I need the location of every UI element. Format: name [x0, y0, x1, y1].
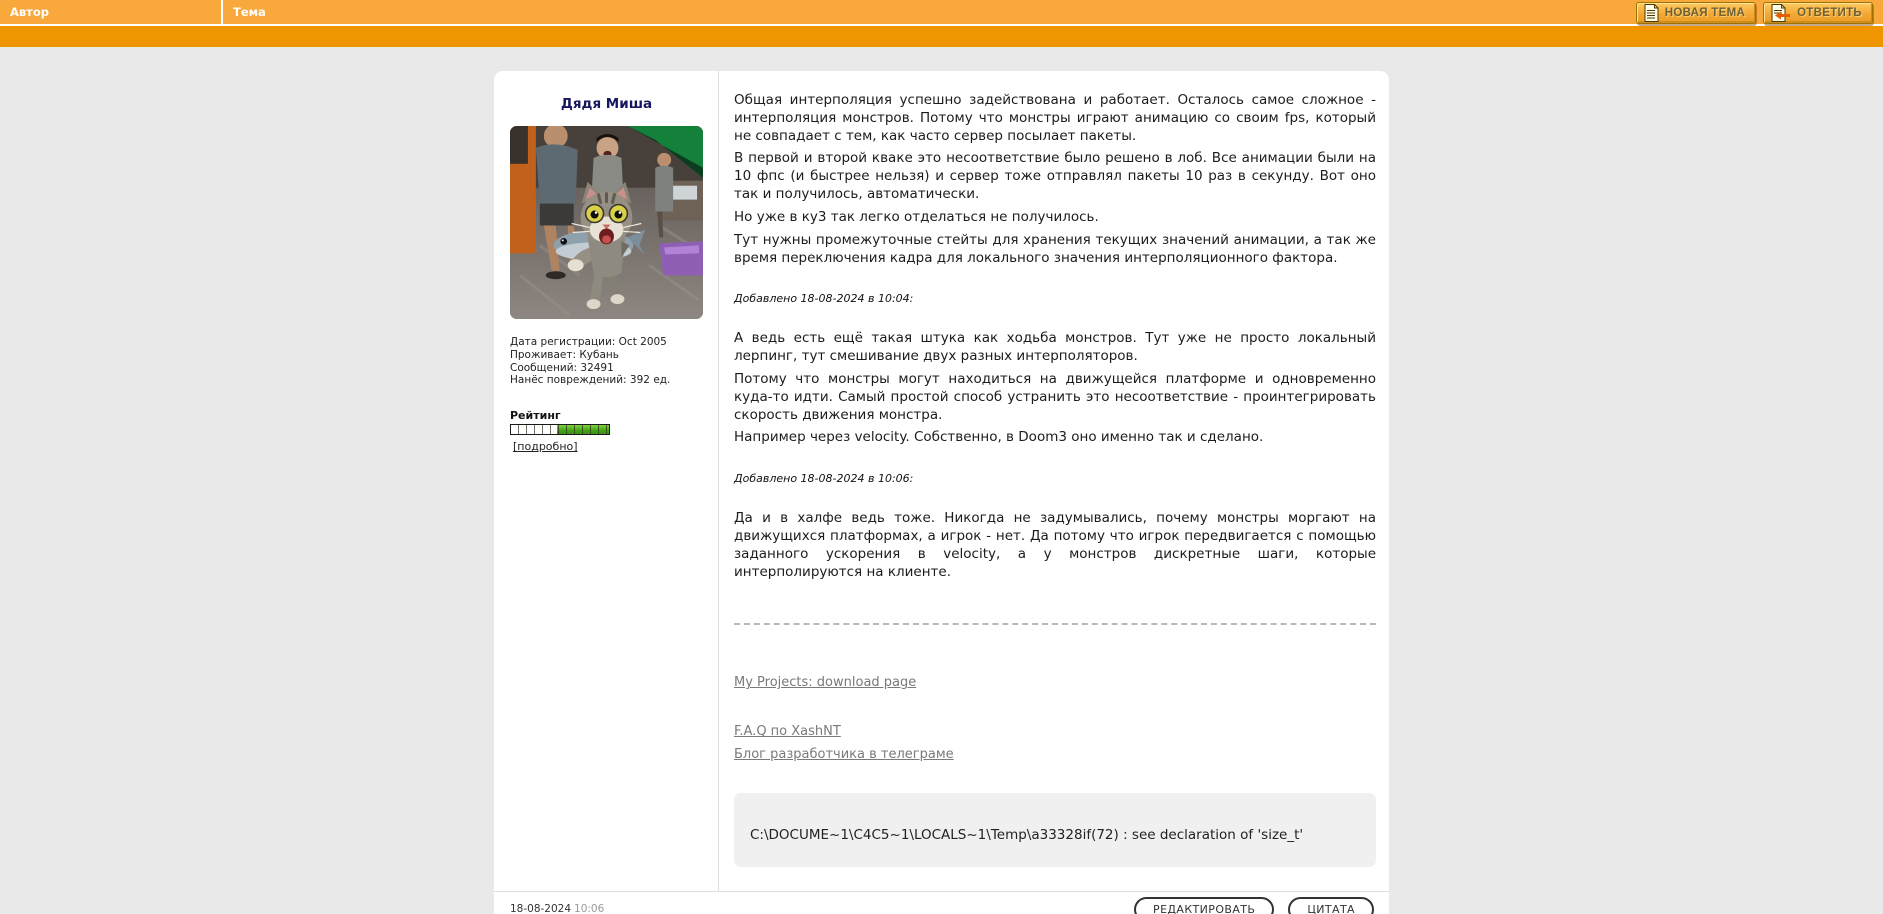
avatar-image [510, 126, 703, 319]
post-panel [494, 71, 1389, 914]
header-orange-strip [0, 26, 1883, 47]
new-topic-button[interactable] [1636, 2, 1756, 24]
post-paragraph: Потому что монстры могут находиться на движущейся платформе и одновременно куда-то идти. Самый простой способ устранить это несоответствие - проинтегрировать скорость движения монстра. [734, 370, 1376, 423]
header-col-author [0, 0, 223, 24]
username-link[interactable]: Дядя Миша [560, 96, 653, 112]
header-col-author-label: Автор [10, 5, 49, 19]
header-col-topic [223, 0, 1883, 24]
post-date: 18-08-2024 [510, 903, 572, 914]
forum-header [0, 0, 1883, 47]
user-detail-damage: Нанёс повреждений: 392 ед. [510, 374, 671, 387]
signature-link-faq[interactable]: F.A.Q по XashNT [734, 724, 841, 740]
document-icon [1644, 4, 1659, 22]
post-paragraph: А ведь есть ещё такая штука как ходьба монстров. Тут уже не просто локальный лерпинг, тут смешивание двух разных интерполяторов. [734, 330, 1376, 365]
post-paragraph: Например через velocity. Собственно, в Doom3 оно именно так и сделано. [734, 429, 1264, 446]
post-paragraph: Да и в халфе ведь тоже. Никогда не задумывались, почему монстры моргают на движущихся платформах, а игрок - нет. Да потому что игрок передвигается с помощью заданного ускорения в velocity, а у монстров дискретные шаги, которые интерполируются на клиенте. [734, 510, 1376, 580]
code-block [734, 793, 1376, 867]
code-text: C:\DOCUME~1\C4C5~1\LOCALS~1\Temp\a33328if(72) : see declaration of 'size_t' [750, 826, 1304, 843]
post-paragraph: Но уже в ку3 так легко отделаться не получилось. [734, 208, 1099, 225]
reply-button[interactable] [1763, 2, 1873, 24]
rating-bar [510, 424, 610, 435]
added-note: Добавлено 18-08-2024 в 10:06: [734, 472, 914, 486]
signature-link-projects[interactable]: My Projects: download page [734, 675, 917, 691]
post-footer [494, 891, 1389, 914]
user-detail-location: Проживает: Кубань [510, 348, 619, 361]
post-time: 10:06 [574, 903, 605, 914]
edit-button[interactable]: РЕДАКТИРОВАТЬ [1134, 897, 1274, 914]
post-paragraph: Тут нужны промежуточные стейты для хранения текущих значений анимации, а так же время переключения кадра для локального значения интерполяционного фактора. [734, 231, 1376, 266]
quote-button[interactable]: ЦИТАТА [1288, 897, 1374, 914]
rating-block [510, 409, 703, 454]
rating-details-link[interactable]: [подробно] [513, 440, 578, 454]
post-paragraph: Общая интерполяция успешно задействована и работает. Осталось самое сложное - интерполяция монстров. Потому что монстры играют анимацию со своим fps, который не совпадает с тем, как часто сервер посылает пакеты. [734, 92, 1376, 144]
post-content [719, 71, 1389, 891]
signature-link-blog[interactable]: Блог разработчика в телеграме [734, 747, 954, 763]
user-detail-registered: Дата регистрации: Oct 2005 [510, 336, 667, 348]
signature-divider [734, 623, 1376, 625]
added-note: Добавлено 18-08-2024 в 10:04: [734, 292, 914, 306]
new-topic-button-label: НОВАЯ ТЕМА [1664, 7, 1746, 19]
user-column [494, 71, 719, 891]
post-paragraph: В первой и второй кваке это несоответствие было решено в лоб. Все анимации были на 10 фпс (и быстрее нельзя) и сервер тоже отправлял пакеты 10 раз в секунду. Вот оно так и получилось, автоматически. [734, 150, 1376, 203]
rating-fill [557, 425, 609, 434]
user-detail-messages: Сообщений: 32491 [510, 361, 614, 374]
reply-button-label: ОТВЕТИТЬ [1797, 7, 1862, 19]
rating-label: Рейтинг [510, 409, 561, 423]
header-col-topic-label: Тема [233, 5, 266, 19]
user-details [510, 336, 703, 387]
post-timestamp [510, 903, 604, 914]
reply-document-icon [1771, 4, 1791, 22]
